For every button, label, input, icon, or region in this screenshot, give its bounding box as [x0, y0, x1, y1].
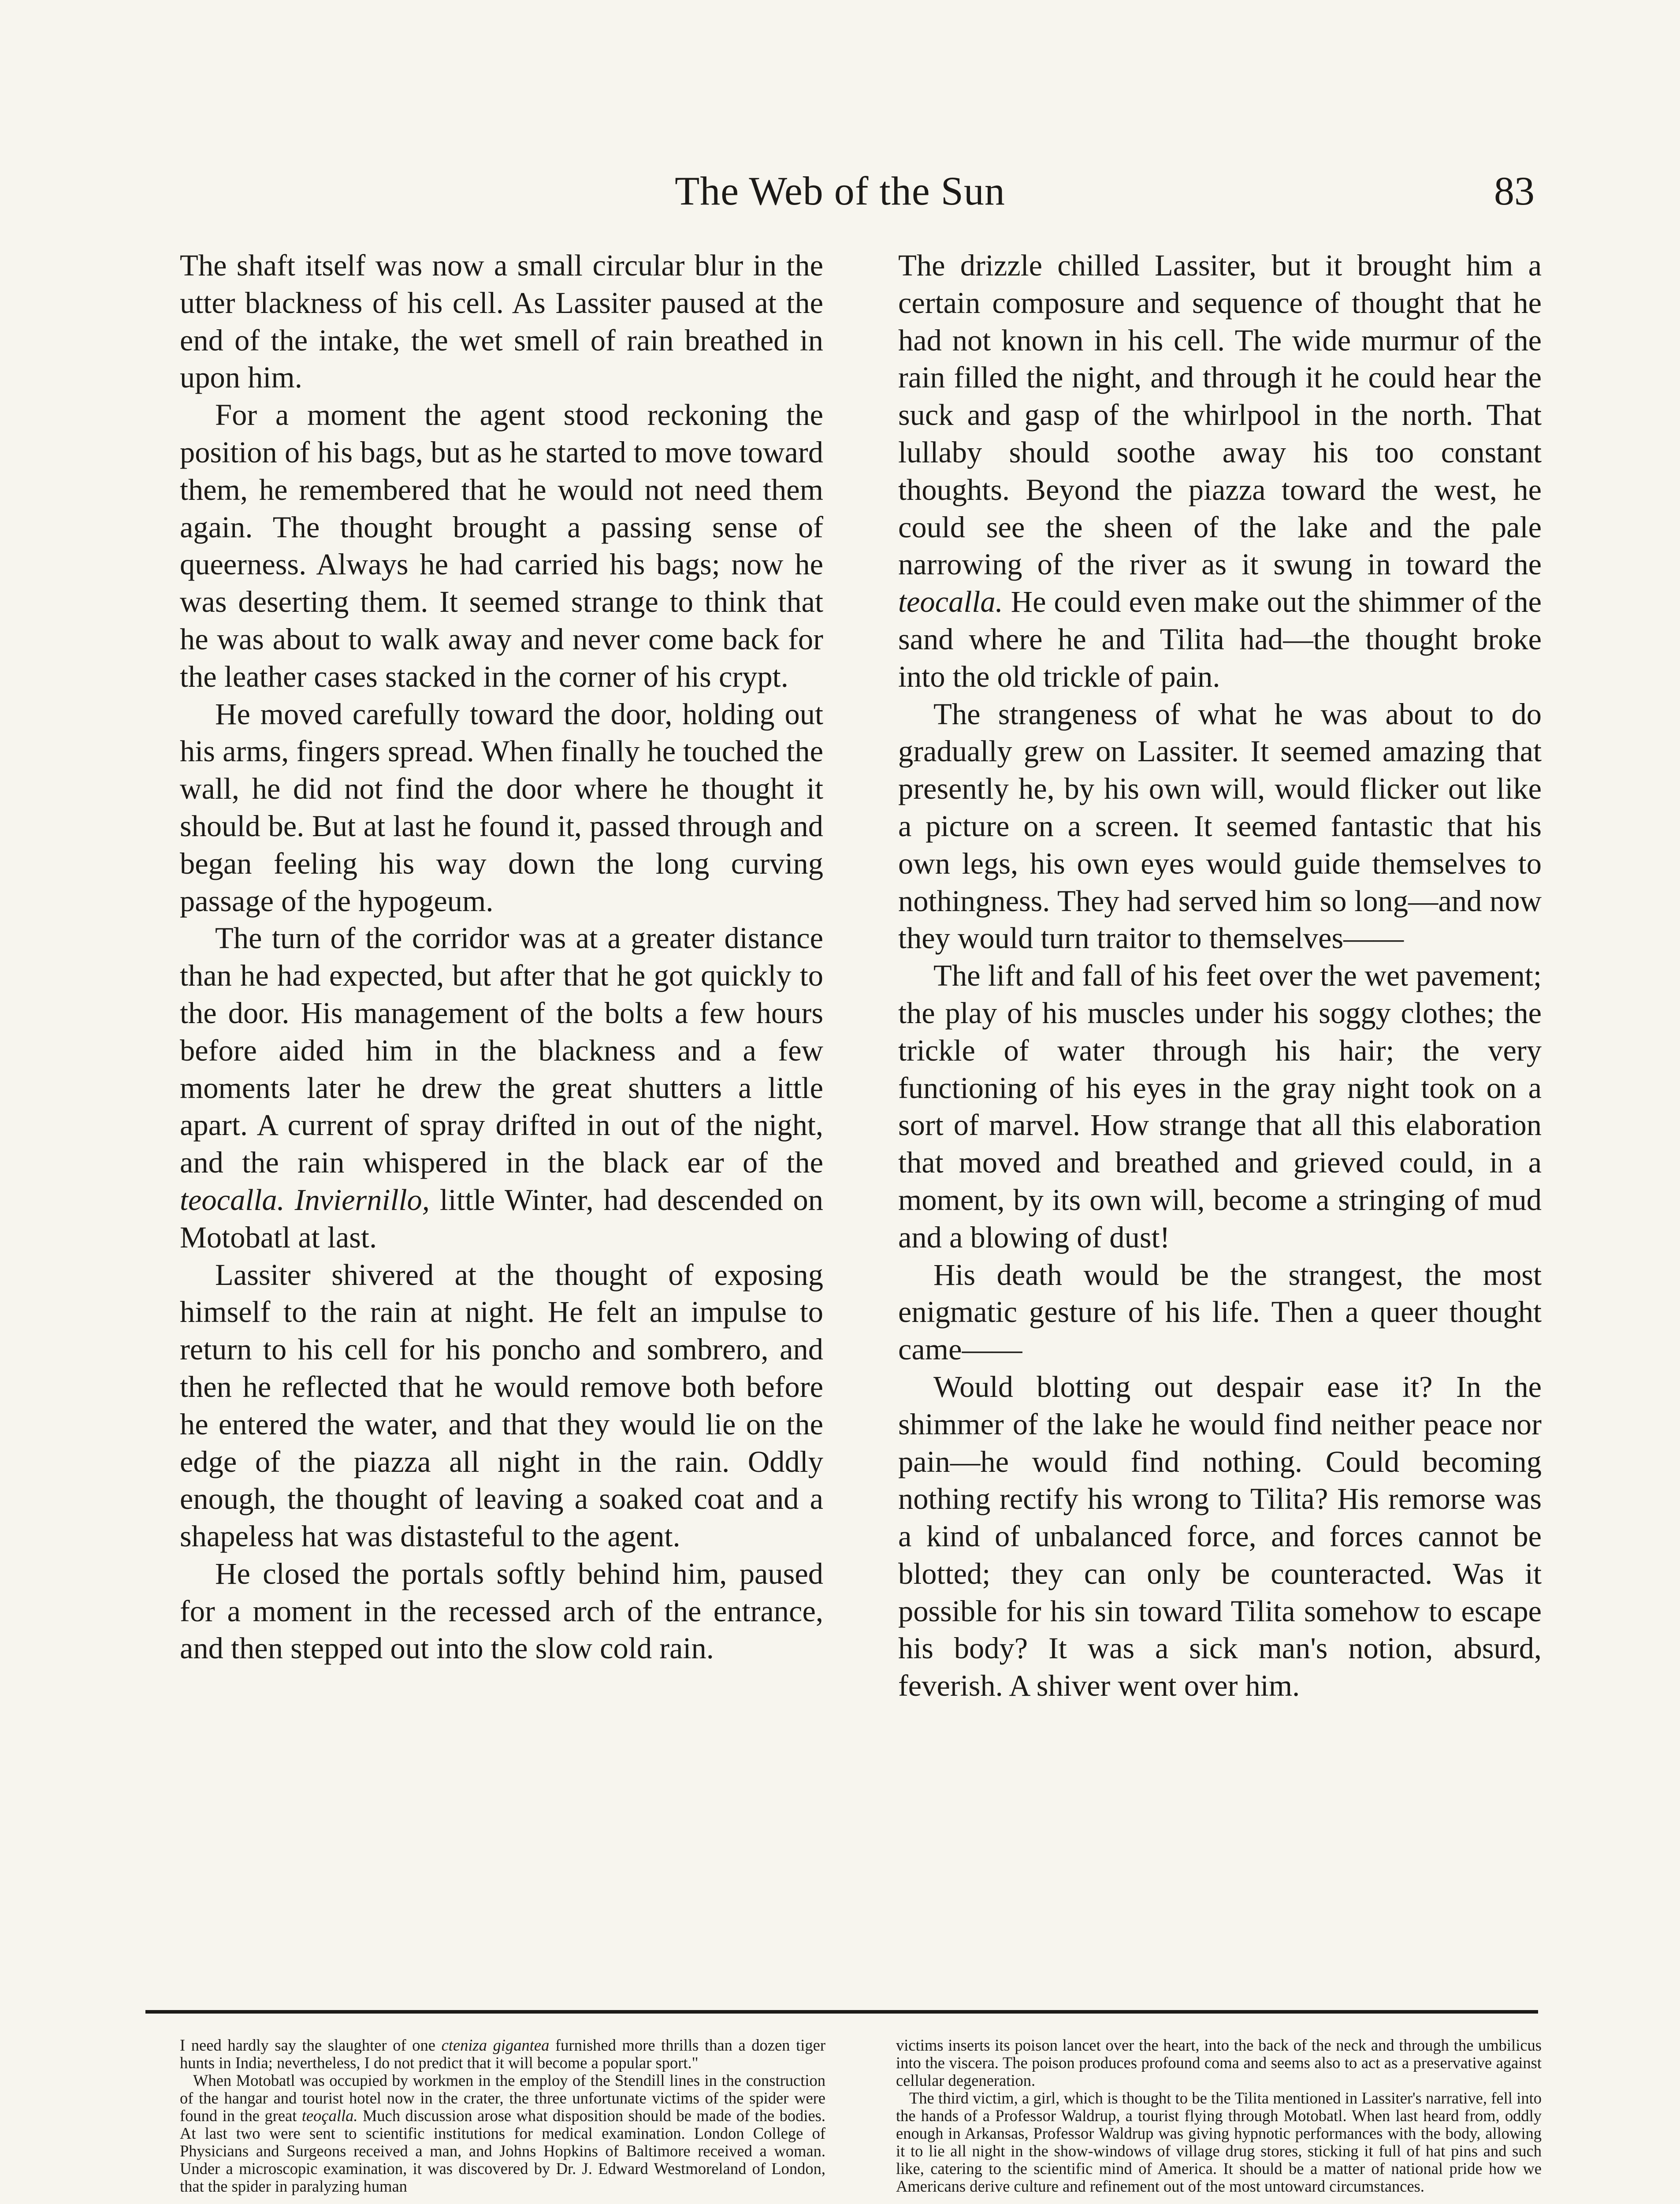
paragraph: Would blotting out despair ease it? In the shimmer of the lake he would find neither peace nor pain—he would find nothing. Could becoming nothing rectify his wrong to Tilita? His remorse was a kind of unbalanced force, and forces cannot be blotted; they can only be counteracted. Was it possible for his sin toward Tilita somehow to escape his body? It was a sick man's notion, absurd, feverish. A shiver went over him. [898, 1370, 1542, 1703]
footnote-text: Much discussion arose what disposition should be made of the bodies. At last two were sent to scientific institutions for medical examination. London College of Physicians and Surgeons received a man, and Johns Hopkins of Baltimore received a woman. Under a microscopic examination, it was discovered by Dr. J. Edward Westmoreland of London, that the spider in paralyzing human [180, 2107, 825, 2195]
left-column [180, 247, 823, 2006]
paragraph: Lassiter shivered at the thought of exposing himself to the rain at night. He felt an impulse to return to his cell for his poncho and sombrero, and then he reflected that he would remove both before he entered the water, and that they would lie on the edge of the piazza all night in the rain. Oddly enough, the thought of leaving a soaked coat and a shapeless hat was distasteful to the agent. [180, 1258, 823, 1553]
paragraph: The strangeness of what he was about to do gradually grew on Lassiter. It seemed amazing that presently he, by his own will, would flicker out like a picture on a screen. It seemed fantastic that his own legs, his own eyes would guide themselves to nothingness. They had served him so long—and now they would turn traitor to themselves—— [898, 697, 1542, 955]
footnote-right-column [896, 2036, 1542, 2204]
paragraph-text: little Winter, had descended on Motobatl at last. [180, 1183, 823, 1254]
italic-term: teoçalla. [301, 2107, 358, 2125]
paragraph: He closed the portals softly behind him, paused for a moment in the recessed arch of the entrance, and then stepped out into the slow cold rain. [180, 1556, 823, 1665]
paragraph: For a moment the agent stood reckoning the position of his bags, but as he started to move toward them, he remembered that he would not need them again. The thought brought a passing sense of queerness. Always he had carried his bags; now he was deserting them. It seemed strange to think that he was about to walk away and never come back for the leather cases stacked in the corner of his crypt. [180, 398, 823, 693]
paragraph [180, 920, 823, 1256]
paragraph: He moved carefully toward the door, holding out his arms, fingers spread. When finally he touched the wall, he did not find the door where he thought it should be. But at last he found it, passed through and began feeling his way down the long curving passage of the hypogeum. [180, 697, 823, 918]
italic-term: cteniza gigantea [441, 2036, 550, 2054]
footnote-text: When Motobatl was occupied by workmen in the employ of the Stendill lines in the construction of the hangar and tourist hotel now in the crater, the three unfortunate victims of the spider were found in the great [180, 2071, 825, 2125]
footnote-text: I need hardly say the slaughter of one [180, 2036, 442, 2054]
footnote-left-column [180, 2036, 825, 2204]
right-column [898, 247, 1542, 2006]
italic-term: teocalla. [898, 585, 1003, 619]
running-title: The Web of the Sun [675, 168, 1005, 213]
paragraph [898, 247, 1542, 696]
paragraph-text: The drizzle chilled Lassiter, but it brought him a certain composure and sequence of thought that he had not known in his cell. The wide murmur of the rain filled the night, and through it he could hear the suck and gasp of the whirlpool in the north. That lullaby should soothe away his too constant thoughts. Beyond the piazza toward the west, he could see the sheen of the lake and the pale narrowing of the river as it swung in toward the [898, 249, 1542, 581]
paragraph: The shaft itself was now a small circular blur in the utter blackness of his cell. As Lassiter paused at the end of the intake, the wet smell of rain breathed in upon him. [180, 249, 823, 395]
page-header [145, 168, 1535, 229]
footnote-paragraph: victims inserts its poison lancet over the heart, into the back of the neck and through the umbilicus into the viscera. The poison produces profound coma and seems also to act as a preservative against cellular degeneration. [896, 2036, 1542, 2089]
footnote-paragraph: The third victim, a girl, which is thought to be the Tilita mentioned in Lassiter's narrative, fell into the hands of a Professor Waldrup, a tourist flying through Motobatl. When last heard from, oddly enough in Arkansas, Professor Waldrup was giving hypnotic performances with the body, allowing it to lie all night in the show-windows of village drug stores, sticking it full of hat pins and such like, catering to the scientific mind of America. It should be a matter of national pride how we Americans derive culture and refinement out of the most untoward circumstances. [896, 2089, 1542, 2195]
paragraph-text: The turn of the corridor was at a greater distance than he had expected, but after that he got quickly to the door. His management of the bolts a few hours before aided him in the blackness and a few moments later he drew the great shutters a little apart. A current of spray drifted in out of the night, and the rain whispered in the black ear of the [180, 921, 823, 1180]
footnotes [180, 2036, 1542, 2204]
italic-term: Inviernillo, [294, 1183, 430, 1217]
paragraph: The lift and fall of his feet over the wet pavement; the play of his muscles under his soggy clothes; the trickle of water through his hair; the very functioning of his eyes in the gray night took on a sort of marvel. How strange that all this elaboration that moved and breathed and grieved could, in a moment, by its own will, become a stringing of mud and a blowing of dust! [898, 959, 1542, 1254]
footnote-paragraph [180, 2072, 825, 2195]
footnote-text: furnished more thrills than a dozen tiger hunts in India; nevertheless, I do not predict that it will become a popular sport." [180, 2036, 825, 2072]
footnote-paragraph [180, 2036, 825, 2072]
page-number: 83 [1494, 168, 1535, 213]
footnote-divider [145, 2010, 1538, 2014]
paragraph: His death would be the strangest, the most enigmatic gesture of his life. Then a queer thought came—— [898, 1258, 1542, 1366]
body-columns [180, 247, 1542, 2006]
paragraph-text: He could even make out the shimmer of the sand where he and Tilita had—the thought broke into the old trickle of pain. [898, 585, 1542, 693]
italic-term: teocalla. [180, 1183, 285, 1217]
